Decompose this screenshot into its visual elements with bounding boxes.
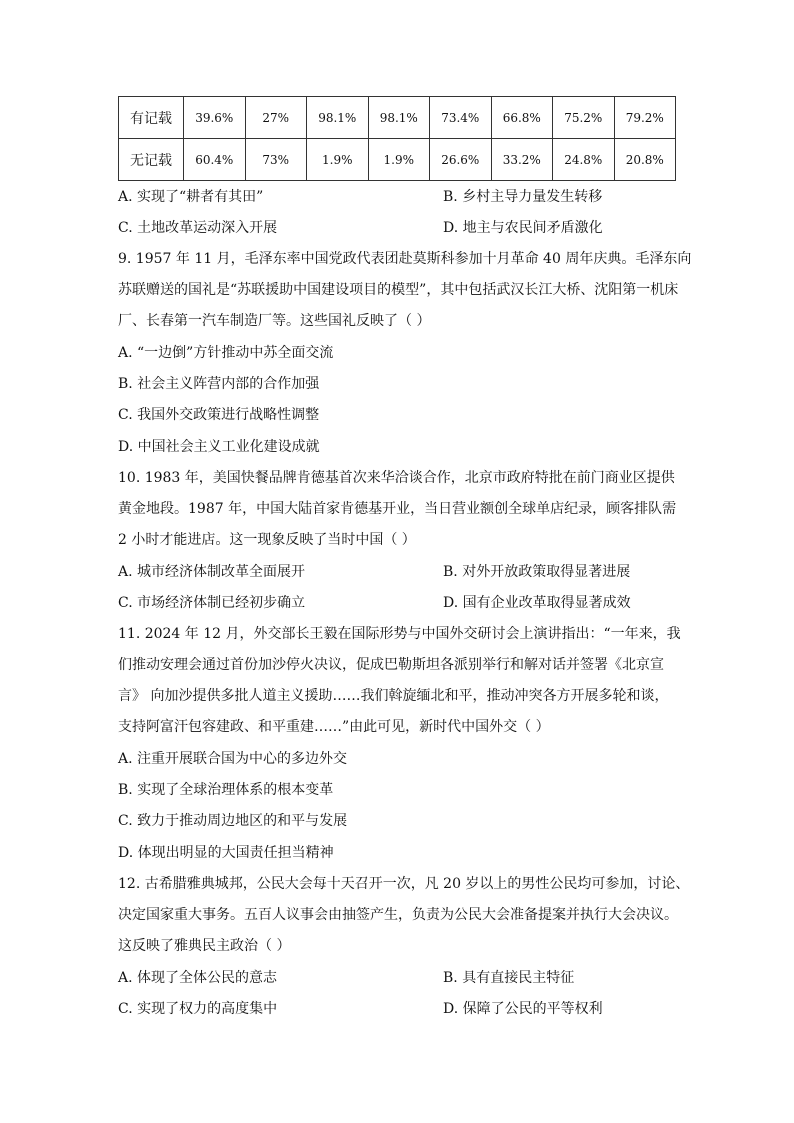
q12-option-b[interactable]: B. 具有直接民主特征 xyxy=(443,970,575,986)
q8-option-a[interactable]: A. 实现了“耕者有其田” xyxy=(118,189,264,205)
q12-stem-line: 这反映了雅典民主政治（ ） xyxy=(118,938,291,954)
q11-stem-line: 言》 向加沙提供多批人道主义援助……我们斡旋缅北和平，推动冲突各方开展多轮和谈， xyxy=(118,688,669,704)
table-row xyxy=(119,139,676,181)
table-row xyxy=(119,97,676,139)
q12-option-a[interactable]: A. 体现了全体公民的意志 xyxy=(118,970,278,986)
table-cell: 79.2% xyxy=(614,97,676,139)
table-cell: 98.1% xyxy=(368,97,430,139)
q11-stem-line: 11. 2024 年 12 月，外交部长王毅在国际形势与中国外交研讨会上演讲指出：“一年来，我 xyxy=(118,626,681,642)
q12-option-d[interactable]: D. 保障了公民的平等权利 xyxy=(443,1001,603,1017)
q11-option-c[interactable]: C. 致力于推动周边地区的和平与发展 xyxy=(118,813,348,829)
table-cell: 98.1% xyxy=(307,97,369,139)
q11-option-b[interactable]: B. 实现了全球治理体系的根本变革 xyxy=(118,782,334,798)
q8-option-d[interactable]: D. 地主与农民间矛盾激化 xyxy=(443,220,603,236)
table-cell: 27% xyxy=(245,97,307,139)
q10-option-b[interactable]: B. 对外开放政策取得显著进展 xyxy=(443,564,631,580)
q9-option-b[interactable]: B. 社会主义阵营内部的合作加强 xyxy=(118,376,320,392)
q12-option-c[interactable]: C. 实现了权力的高度集中 xyxy=(118,1001,278,1017)
q8-option-c[interactable]: C. 土地改革运动深入开展 xyxy=(118,220,278,236)
table-cell: 24.8% xyxy=(553,139,615,181)
q8-option-b[interactable]: B. 乡村主导力量发生转移 xyxy=(443,189,603,205)
q12-stem-line: 12. 古希腊雅典城邦，公民大会每十天召开一次，凡 20 岁以上的男性公民均可参加，讨论、 xyxy=(118,876,690,892)
q11-stem-line: 支持阿富汗包容建政、和平重建……”由此可见，新时代中国外交（ ） xyxy=(118,719,550,735)
q10-stem-line: 2 小时才能进店。这一现象反映了当时中国（ ） xyxy=(118,532,416,548)
q9-stem-line: 苏联赠送的国礼是“苏联援助中国建设项目的模型”，其中包括武汉长江大桥、沈阳第一机床 xyxy=(118,282,679,298)
table-cell: 20.8% xyxy=(614,139,676,181)
table-cell: 26.6% xyxy=(430,139,492,181)
q10-option-d[interactable]: D. 国有企业改革取得显著成效 xyxy=(443,595,631,611)
q10-option-a[interactable]: A. 城市经济体制改革全面展开 xyxy=(118,564,306,580)
records-table xyxy=(118,96,676,181)
q9-option-d[interactable]: D. 中国社会主义工业化建设成就 xyxy=(118,439,320,455)
row-label: 无记载 xyxy=(119,139,184,181)
q9-stem-line: 9. 1957 年 11 月，毛泽东率中国党政代表团赴莫斯科参加十月革命 40 周年庆典。毛泽东向 xyxy=(118,251,692,267)
q9-option-c[interactable]: C. 我国外交政策进行战略性调整 xyxy=(118,407,320,423)
q9-stem-line: 厂、长春第一汽车制造厂等。这些国礼反映了（ ） xyxy=(118,313,431,329)
table-cell: 33.2% xyxy=(491,139,553,181)
table-cell: 66.8% xyxy=(491,97,553,139)
q10-option-c[interactable]: C. 市场经济体制已经初步确立 xyxy=(118,595,306,611)
table-cell: 75.2% xyxy=(553,97,615,139)
q11-stem-line: 们推动安理会通过首份加沙停火决议，促成巴勒斯坦各派别举行和解对话并签署《北京宣 xyxy=(118,657,664,673)
row-label: 有记载 xyxy=(119,97,184,139)
table-cell: 73.4% xyxy=(430,97,492,139)
table-cell: 39.6% xyxy=(184,97,246,139)
table-cell: 1.9% xyxy=(307,139,369,181)
q9-option-a[interactable]: A. “一边倒”方针推动中苏全面交流 xyxy=(118,345,334,361)
table-cell: 1.9% xyxy=(368,139,430,181)
table-cell: 73% xyxy=(245,139,307,181)
table-cell: 60.4% xyxy=(184,139,246,181)
q10-stem-line: 10. 1983 年，美国快餐品牌肯德基首次来华洽谈合作，北京市政府特批在前门商业区提供 xyxy=(118,470,675,486)
q11-option-d[interactable]: D. 体现出明显的大国责任担当精神 xyxy=(118,845,334,861)
q10-stem-line: 黄金地段。1987 年，中国大陆首家肯德基开业，当日营业额创全球单店纪录，顾客排队需 xyxy=(118,501,677,517)
q12-stem-line: 决定国家重大事务。五百人议事会由抽签产生，负责为公民大会准备提案并执行大会决议。 xyxy=(118,907,678,923)
q11-option-a[interactable]: A. 注重开展联合国为中心的多边外交 xyxy=(118,751,348,767)
